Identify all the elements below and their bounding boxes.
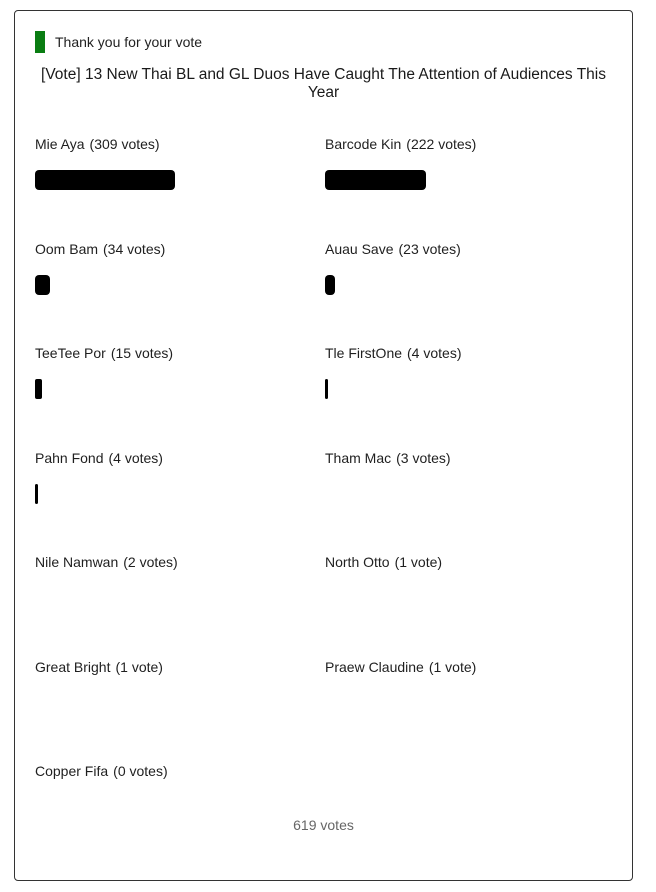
poll-option-votes: (222 votes) — [406, 136, 477, 152]
poll-option-label — [325, 240, 595, 258]
poll-option-votes: (309 votes) — [89, 136, 160, 152]
poll-option-votes: (0 votes) — [113, 763, 168, 779]
poll-option-label — [35, 449, 305, 467]
poll-option-label — [325, 449, 595, 467]
poll-option-name: Nile Namwan — [35, 554, 119, 570]
poll-option-label — [35, 135, 305, 153]
poll-card — [14, 10, 633, 881]
poll-option — [35, 553, 305, 613]
poll-option-label — [35, 344, 305, 362]
poll-option-bar — [35, 484, 38, 504]
poll-option-name: Barcode Kin — [325, 136, 402, 152]
poll-option — [325, 344, 595, 404]
poll-option-label — [35, 658, 305, 676]
poll-option — [325, 240, 595, 300]
poll-option-label — [35, 762, 305, 780]
poll-option — [35, 658, 305, 718]
poll-option-label — [325, 553, 595, 571]
poll-option-name: Auau Save — [325, 240, 394, 257]
poll-option-votes: (2 votes) — [123, 554, 178, 570]
poll-title: [Vote] 13 New Thai BL and GL Duos Have Caught The Attention of Audiences This Year — [41, 66, 606, 101]
poll-option-bar — [325, 170, 426, 190]
poll-option-name: Pahn Fond — [35, 449, 104, 466]
total-votes: 619 votes — [293, 817, 354, 833]
poll-option-name: North Otto — [325, 554, 390, 570]
poll-option-votes: (23 votes) — [398, 240, 461, 257]
poll-option-bar — [35, 275, 50, 295]
poll-option-votes: (4 votes) — [407, 345, 462, 361]
poll-option — [325, 449, 595, 509]
success-indicator — [35, 31, 45, 53]
poll-option-votes: (4 votes) — [108, 449, 163, 466]
poll-option — [325, 135, 595, 195]
poll-option-label — [35, 240, 305, 258]
poll-option-label — [35, 553, 305, 571]
poll-option-bar — [35, 170, 175, 190]
poll-option-label — [325, 135, 595, 153]
poll-option-votes: (1 vote) — [115, 658, 163, 675]
poll-option-name: Copper Fifa — [35, 763, 109, 779]
poll-option — [35, 762, 305, 822]
poll-option-bar — [325, 275, 335, 295]
poll-option-bar — [35, 379, 42, 399]
poll-option-votes: (3 votes) — [396, 449, 451, 466]
poll-option — [35, 135, 305, 195]
poll-option-name: Tle FirstOne — [325, 345, 403, 361]
poll-option-votes: (1 vote) — [394, 554, 443, 570]
poll-option-name: Oom Bam — [35, 240, 99, 257]
poll-option-name: Great Bright — [35, 658, 111, 675]
poll-option — [325, 658, 595, 718]
poll-option — [325, 553, 595, 613]
poll-option-votes: (15 votes) — [110, 345, 174, 361]
poll-option-bar — [325, 379, 328, 399]
poll-option-name: Tham Mac — [325, 449, 392, 466]
poll-option — [35, 344, 305, 404]
poll-option — [35, 240, 305, 300]
poll-option-label — [325, 344, 595, 362]
vote-confirmation — [35, 31, 202, 53]
poll-option-name: Praew Claudine — [325, 658, 424, 675]
poll-option — [35, 449, 305, 509]
vote-confirmation-text: Thank you for your vote — [55, 34, 203, 50]
poll-option-votes: (1 vote) — [428, 658, 477, 675]
poll-option-name: Mie Aya — [35, 136, 85, 152]
poll-option-name: TeeTee Por — [35, 345, 106, 361]
poll-option-votes: (34 votes) — [103, 240, 166, 257]
poll-option-label — [325, 658, 595, 676]
